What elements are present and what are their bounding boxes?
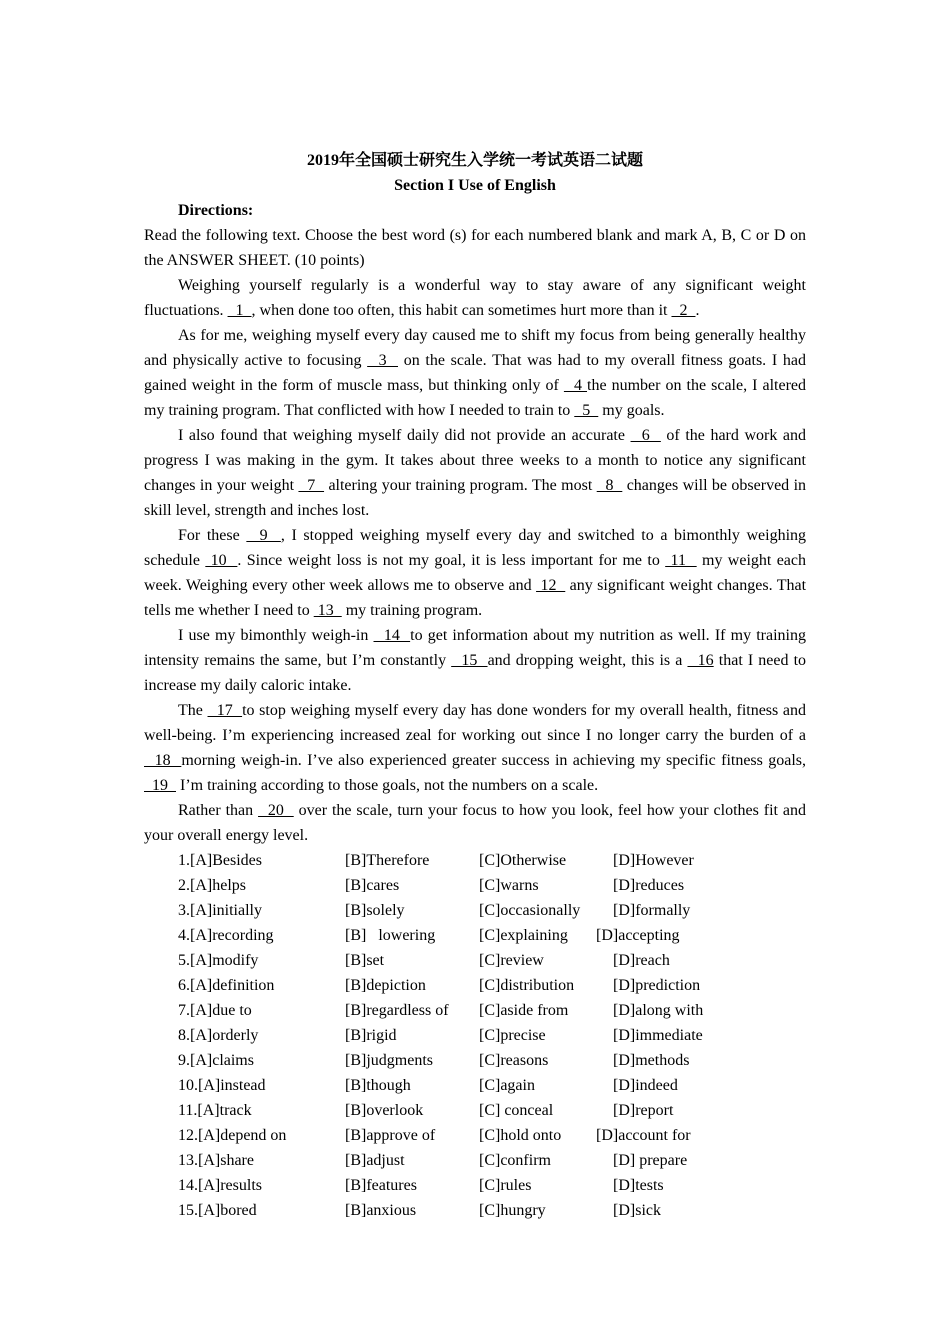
passage-text: altering your training program. The most — [324, 477, 597, 494]
option-choice[interactable]: [B]adjust — [345, 1152, 405, 1169]
option-choice[interactable]: [D]sick — [613, 1202, 661, 1219]
option-choice[interactable]: 3.[A]initially — [178, 902, 262, 919]
option-choice[interactable]: 1.[A]Besides — [178, 852, 262, 869]
option-choice[interactable]: [D]However — [613, 852, 694, 869]
answer-options — [144, 848, 806, 1223]
option-choice[interactable]: [B]rigid — [345, 1027, 397, 1044]
option-choice[interactable]: [D]along with — [613, 1002, 704, 1019]
exam-title: 2019年全国硕士研究生入学统一考试英语二试题 — [306, 152, 643, 169]
option-choice[interactable]: [C]again — [479, 1077, 535, 1094]
option-choice[interactable]: [C]reasons — [479, 1052, 549, 1069]
option-choice[interactable]: [B]set — [345, 952, 385, 969]
option-choice[interactable]: [B]Therefore — [345, 852, 430, 869]
blank-number: 20 — [258, 802, 294, 819]
blank-number: 6 — [630, 427, 661, 444]
option-choice[interactable]: [D]methods — [613, 1052, 690, 1069]
option-row — [144, 923, 806, 948]
option-choice[interactable]: [D]tests — [613, 1177, 664, 1194]
passage-text: my weight each week. Weighing every other week allows me to observe and — [144, 552, 807, 594]
passage-text: morning weigh-in. I’ve also experienced greater success in achieving my specific fitness goals, — [181, 752, 806, 769]
option-choice[interactable]: [D]reach — [613, 952, 670, 969]
option-choice[interactable]: [C]warns — [479, 877, 539, 894]
option-choice[interactable]: 14.[A]results — [178, 1177, 262, 1194]
option-row — [144, 848, 806, 873]
option-row — [144, 1048, 806, 1073]
passage-text: that I need to increase my daily caloric intake. — [144, 652, 807, 694]
option-choice[interactable]: 5.[A]modify — [178, 952, 259, 969]
blank-number: 18 — [144, 752, 182, 769]
option-row — [144, 1148, 806, 1173]
blank-number: 11 — [665, 552, 697, 569]
blank-number: 7 — [298, 477, 325, 494]
option-choice[interactable]: [C]explaining — [479, 927, 568, 944]
passage-text: I’m training according to those goals, not the numbers on a scale. — [176, 777, 599, 794]
option-choice[interactable]: [D]indeed — [613, 1077, 678, 1094]
option-row — [144, 1173, 806, 1198]
option-choice[interactable]: 9.[A]claims — [178, 1052, 254, 1069]
option-row — [144, 1098, 806, 1123]
passage-text: of the hard work and progress I was making in the gym. It takes about three weeks to a month to notice any significant changes in your weight — [144, 427, 807, 494]
option-row — [144, 1073, 806, 1098]
option-choice[interactable]: [D]immediate — [613, 1027, 703, 1044]
section-heading: Section I Use of English — [394, 177, 556, 194]
option-choice[interactable]: [D]accepting — [596, 927, 680, 944]
option-choice[interactable]: [B] lowering — [345, 927, 436, 944]
blank-number: 17 — [207, 702, 243, 719]
option-choice[interactable]: [B]solely — [345, 902, 405, 919]
passage-text: any significant weight changes. That tells me whether I need to — [144, 577, 807, 619]
passage-text: The — [178, 702, 208, 719]
passage-text: my training program. — [341, 602, 483, 619]
passage-paragraph — [144, 523, 806, 623]
option-row — [144, 1198, 806, 1223]
option-choice[interactable]: [C]hungry — [479, 1202, 546, 1219]
blank-number: 1 — [227, 302, 252, 319]
passage-text: I also found that weighing myself daily did not provide an accurate — [178, 427, 631, 444]
option-choice[interactable]: [B]anxious — [345, 1202, 417, 1219]
passage-text: I use my bimonthly weigh-in — [178, 627, 374, 644]
blank-number: 14 — [373, 627, 411, 644]
option-choice[interactable]: [C] conceal — [479, 1102, 554, 1119]
directions-text: Read the following text. Choose the best word (s) for each numbered blank and mark A, B, C or D on the ANSWER SHEET. (10 points) — [144, 227, 806, 269]
passage-paragraph — [144, 623, 806, 698]
passage-text: changes will be observed in skill level, strength and inches lost. — [144, 477, 807, 519]
option-choice[interactable]: [C]precise — [479, 1027, 546, 1044]
option-choice[interactable]: [D]prediction — [613, 977, 701, 994]
option-choice[interactable]: [D]formally — [613, 902, 691, 919]
option-choice[interactable]: [C]rules — [479, 1177, 532, 1194]
passage-text: , I stopped weighing myself every day and switched to a bimonthly weighing schedule — [144, 527, 807, 569]
blank-number: 13 — [313, 602, 342, 619]
exam-page — [144, 148, 806, 1223]
passage-paragraph — [144, 698, 806, 798]
passage-text: . — [695, 302, 700, 319]
blank-number: 3 — [367, 352, 398, 369]
passage-text: Weighing yourself regularly is a wonderful way to stay aware of any significant weight fluctuations. — [144, 277, 806, 319]
option-choice[interactable]: [B]approve of — [345, 1127, 436, 1144]
option-choice[interactable]: 4.[A]recording — [178, 927, 274, 944]
option-choice[interactable]: 13.[A]share — [178, 1152, 254, 1169]
option-choice[interactable]: [C]review — [479, 952, 544, 969]
option-choice[interactable]: 6.[A]definition — [178, 977, 275, 994]
passage-text: , when done too often, this habit can sometimes hurt more than it — [251, 302, 672, 319]
option-choice[interactable]: [C]distribution — [479, 977, 575, 994]
option-choice[interactable]: 8.[A]orderly — [178, 1027, 259, 1044]
directions-label: Directions: — [178, 202, 254, 219]
option-choice[interactable]: [D]report — [613, 1102, 674, 1119]
option-row — [144, 898, 806, 923]
passage-text: . Since weight loss is not my goal, it is less important for me to — [237, 552, 666, 569]
passage-text: As for me, weighing myself every day caused me to shift my focus from being generally healthy and physically active to focusing — [144, 327, 806, 369]
option-choice[interactable]: 2.[A]helps — [178, 877, 246, 894]
option-row — [144, 1123, 806, 1148]
option-choice[interactable]: [B]cares — [345, 877, 400, 894]
option-choice[interactable]: 12.[A]depend on — [178, 1127, 287, 1144]
option-choice[interactable]: [B]regardless of — [345, 1002, 449, 1019]
blank-number: 2 — [671, 302, 696, 319]
passage-text: my goals. — [598, 402, 665, 419]
option-choice[interactable]: [B]depiction — [345, 977, 426, 994]
passage-text: and dropping weight, this is a — [487, 652, 688, 669]
option-choice[interactable]: [B]though — [345, 1077, 411, 1094]
cloze-passage — [144, 273, 806, 848]
blank-number: 4 — [563, 377, 588, 394]
option-choice[interactable]: [C]occasionally — [479, 902, 581, 919]
blank-number: 19 — [144, 777, 176, 794]
passage-text: the number on the scale, I altered my training program. That conflicted with how I needed to train to — [144, 377, 807, 419]
passage-text: on the scale. That was had to my overall fitness goats. I had gained weight in the form of muscle mass, but thinking only of — [144, 352, 807, 394]
passage-paragraph — [144, 273, 806, 323]
option-row — [144, 998, 806, 1023]
blank-number: 9 — [246, 527, 281, 544]
option-choice[interactable]: [B]overlook — [345, 1102, 424, 1119]
passage-paragraph — [144, 798, 806, 848]
passage-text: to get information about my nutrition as well. If my training intensity remains the same, but I’m constantly — [144, 627, 807, 669]
option-choice[interactable]: 11.[A]track — [178, 1102, 252, 1119]
blank-number: 5 — [574, 402, 599, 419]
passage-text: over the scale, turn your focus to how you look, feel how your clothes fit and your overall energy level. — [144, 802, 807, 844]
option-row — [144, 873, 806, 898]
option-choice[interactable]: 15.[A]bored — [178, 1202, 257, 1219]
option-row — [144, 1023, 806, 1048]
option-choice[interactable]: 10.[A]instead — [178, 1077, 266, 1094]
passage-text: to stop weighing myself every day has done wonders for my overall health, fitness and well-being. I’m experiencing increased zeal for working out since I no longer carry the burden of a — [144, 702, 807, 744]
option-choice[interactable]: [C]aside from — [479, 1002, 569, 1019]
blank-number: 16 — [687, 652, 714, 669]
option-choice[interactable]: [D]account for — [596, 1127, 691, 1144]
passage-paragraph — [144, 423, 806, 523]
option-row — [144, 948, 806, 973]
option-choice[interactable]: [D] prepare — [613, 1152, 688, 1169]
option-row — [144, 973, 806, 998]
option-choice[interactable]: [C]confirm — [479, 1152, 551, 1169]
blank-number: 8 — [596, 477, 623, 494]
passage-text: Rather than — [178, 802, 259, 819]
option-choice[interactable]: [B]features — [345, 1177, 417, 1194]
blank-number: 12 — [536, 577, 566, 594]
option-choice[interactable]: [B]judgments — [345, 1052, 433, 1069]
option-choice[interactable]: [D]reduces — [613, 877, 685, 894]
passage-text: For these — [178, 527, 247, 544]
blank-number: 10 — [205, 552, 238, 569]
passage-paragraph — [144, 323, 806, 423]
option-choice[interactable]: [C]Otherwise — [479, 852, 567, 869]
blank-number: 15 — [451, 652, 488, 669]
option-choice[interactable]: 7.[A]due to — [178, 1002, 252, 1019]
option-choice[interactable]: [C]hold onto — [479, 1127, 562, 1144]
